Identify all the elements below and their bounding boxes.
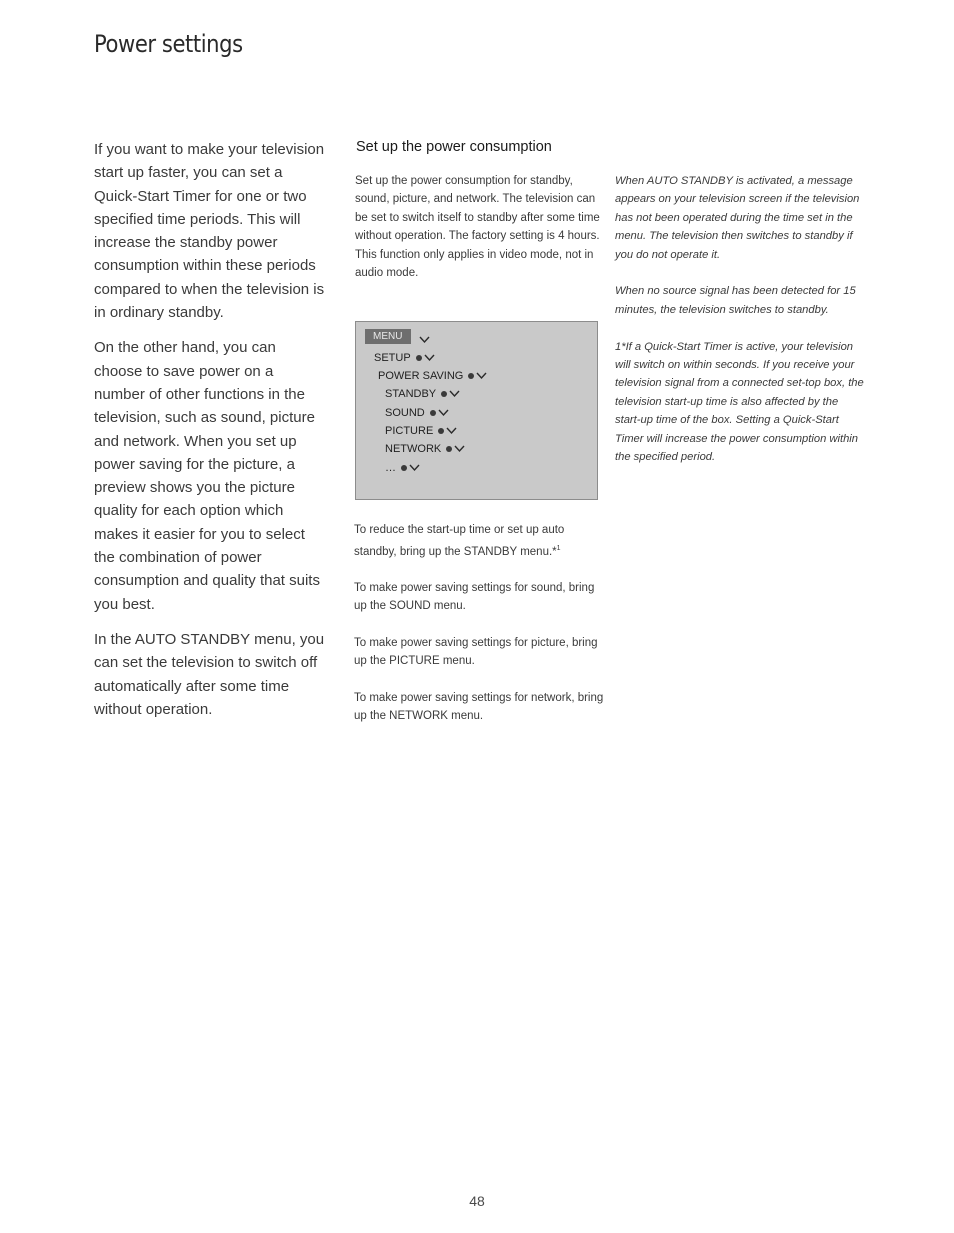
menu-item-label: POWER SAVING (378, 370, 464, 382)
instruction-text: To make power saving settings for network, bring up the NETWORK menu. (354, 691, 604, 723)
note: When AUTO STANDBY is activated, a message appears on your television screen if the television has not been operated during the time set in the menu. The television then switches to standby if you do not operate it. (615, 175, 860, 261)
dot-icon (438, 428, 444, 434)
intro-paragraph: If you want to make your television start up faster, you can set a Quick-Start Timer for one or two specified time periods. This will increase the standby power consumption within these periods compared to when the television is in ordinary standby. (94, 141, 325, 322)
menu-item-network (385, 443, 465, 455)
intro-paragraph: On the other hand, you can choose to save power on a number of other functions in the television, such as sound, picture and network. When you set up power saving for the picture, a preview shows you the picture quality for each option which makes it easier for you to select the combination of power consumption and quality that suits you best. (94, 339, 320, 613)
dot-icon (416, 355, 422, 361)
menu-item-power-saving (378, 370, 487, 382)
dot-icon (441, 391, 447, 397)
dot-icon (468, 373, 474, 379)
chevron-down-icon (438, 409, 449, 417)
instruction-item (354, 579, 604, 616)
menu-item-label: STANDBY (385, 388, 437, 400)
section-heading: Set up the power consumption (356, 139, 552, 155)
menu-item-sound (385, 407, 449, 419)
menu-item-setup (374, 352, 435, 364)
menu-tag: MENU (365, 329, 411, 344)
instruction-item (354, 634, 604, 671)
instruction-item (354, 521, 604, 561)
menu-item-picture (385, 425, 457, 437)
footnote-marker: 1 (556, 544, 561, 552)
page-number: 48 (469, 1193, 485, 1209)
dot-icon (401, 465, 407, 471)
chevron-down-icon (419, 336, 430, 344)
chevron-down-icon (409, 464, 420, 472)
page-title: Power settings (94, 30, 243, 58)
note: 1*If a Quick-Start Timer is active, your television will switch on within seconds. If you receive your television signal from a connected set-top box, the television start-up time is also affected by the start-up time of the box. Setting a Quick-Start Timer will increase the power consumption within the specified period. (615, 340, 864, 464)
menu-diagram (355, 321, 598, 500)
intro-column (94, 138, 326, 733)
instruction-text: To reduce the start-up time or set up auto standby, bring up the STANDBY menu.* (354, 524, 565, 558)
chevron-down-icon (476, 372, 487, 380)
chevron-down-icon (424, 354, 435, 362)
intro-paragraph: In the AUTO STANDBY menu, you can set the television to switch off automatically after some time without operation. (94, 630, 325, 718)
instructions (354, 521, 604, 744)
menu-item-label: … (385, 462, 396, 474)
chevron-down-icon (449, 390, 460, 398)
menu-item-label: NETWORK (385, 443, 442, 455)
menu-item-label: SOUND (385, 407, 425, 419)
instruction-text: To make power saving settings for sound, bring up the SOUND menu. (354, 581, 595, 613)
side-notes (615, 172, 865, 485)
dot-icon (446, 446, 452, 452)
menu-item-standby (385, 388, 460, 400)
dot-icon (430, 410, 436, 416)
note: When no source signal has been detected for 15 minutes, the television switches to standby. (615, 285, 856, 316)
instruction-item (354, 689, 604, 726)
instruction-text: To make power saving settings for picture, bring up the PICTURE menu. (354, 636, 598, 668)
menu-item-label: SETUP (374, 352, 411, 364)
menu-item-label: PICTURE (385, 425, 434, 437)
chevron-down-icon (446, 427, 457, 435)
chevron-down-icon (454, 445, 465, 453)
menu-item-more (385, 462, 420, 474)
section-intro: Set up the power consumption for standby, sound, picture, and network. The television can be set to switch itself to standby after some time without operation. The factory setting is 4 hours. This function only applies in video mode, not in audio mode. (355, 175, 600, 280)
